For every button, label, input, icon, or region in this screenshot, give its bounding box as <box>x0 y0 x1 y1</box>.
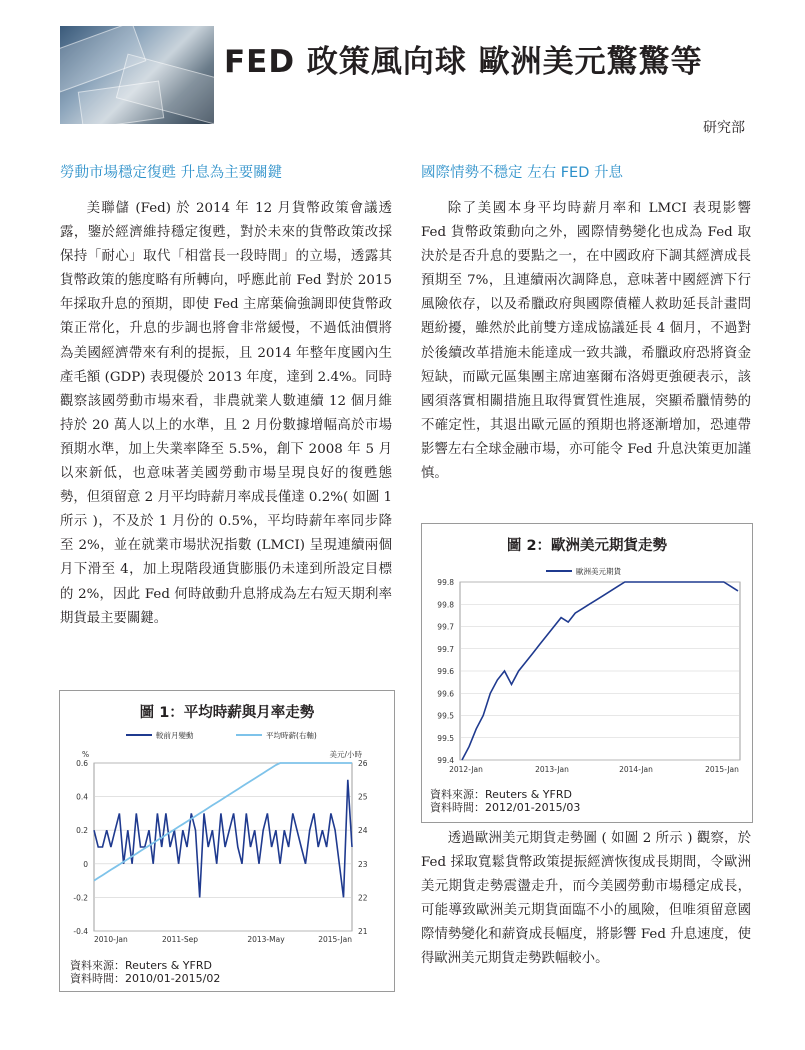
chart-1-ytick-left: 0.6 <box>76 759 88 768</box>
left-paragraph: 美聯儲 (Fed) 於 2014 年 12 月貨幣政策會議透露，鑒於經濟維持穩定復甦，對於未來的貨幣政策改採保持「耐心」取代「相當長一段時間」的立場，透露其貨幣政策的態度略有所轉向，呼應此前 Fed 對於 2015 年採取升息的預期，即使 Fed 主席葉倫強調即使貨幣政策正常化，升息的步調也將會非常緩慢，不過低油價將為美國經濟帶來有利的提振，且 2014 年整年度國內生產毛額 (GDP) 表現優於 2013 年度，達到 2.4%。同時觀察該國勞動市場來看，非農就業人數連續 12 個月維持於 20 萬人以上的水準，且 2 月份數據增幅高於市場預期水準，加上失業率降至 5.5%，創下 2008 年 5 月以來新低，也意味著美國勞動市場呈現良好的復甦態勢，但須留意 2 月平均時薪月率成長僅達 0.2%( 如圖 1 所示 )，不及於 1 月份的 0.5%，平均時薪年率同步降至 2%，並在就業市場狀況指數 (LMCI) 呈現連續兩個月下滑至 4，加上現階段通貨膨脹仍未達到所設定目標的 2%，因此 Fed 何時啟動升息將成為左右短天期利率期貨最主要關鍵。 <box>60 201 392 626</box>
header-banknote-image <box>60 26 214 124</box>
figure-1-chart <box>60 725 394 963</box>
chart-1-ytick-right: 23 <box>358 859 368 869</box>
figure-2-time: 資料時間：2012/01-2015/03 <box>430 801 581 814</box>
figure-1-time: 資料時間：2010/01-2015/02 <box>70 972 221 985</box>
chart-1-ytick-left: 0.2 <box>76 826 88 836</box>
page-title: FED 政策風向球 歐洲美元驚驚等 <box>224 44 703 80</box>
chart-1-series-1 <box>94 780 352 898</box>
chart-1-ytick-left: -0.2 <box>73 893 88 903</box>
chart-1-xtick: 2010-Jan <box>94 935 128 944</box>
chart-1-ytick-right: 22 <box>358 893 368 903</box>
chart-1-legend-label: 較前月變動 <box>156 731 194 740</box>
right-paragraph-2: 透過歐洲美元期貨走勢圖 ( 如圖 2 所示 ) 觀察，於 Fed 採取寬鬆貨幣政策提振經濟恢復成長期間，令歐洲美元期貨走勢震盪走升，而今美國勞動市場穩定成長，可能導致歐洲美元期貨面臨不小的風險，但唯須留意國際情勢變化和薪資成長幅度，將影響 Fed 升息速度，使得歐洲美元期貨走勢跌幅較小。 <box>421 831 751 967</box>
chart-2-ytick: 99.5 <box>437 711 454 721</box>
chart-2-ytick: 99.4 <box>437 756 454 765</box>
figure-2-title: 圖 2：歐洲美元期貨走勢 <box>506 538 668 554</box>
chart-2-ytick: 99.5 <box>437 733 454 743</box>
chart-2-ytick: 99.7 <box>437 622 454 632</box>
author-label: 研究部 <box>703 120 745 136</box>
chart-2-ytick: 99.8 <box>437 600 454 610</box>
chart-1-ytick-right: 26 <box>358 759 368 768</box>
chart-2-xtick: 2013-Jan <box>535 765 569 774</box>
chart-1-ytick-left: 0 <box>83 859 88 869</box>
chart-1-ytick-right: 21 <box>358 927 368 936</box>
right-section-heading: 國際情勢不穩定 左右 FED 升息 <box>421 165 623 181</box>
chart-1-ytick-right: 24 <box>358 826 368 836</box>
chart-1-ytick-left: 0.4 <box>76 792 88 802</box>
figure-2-source: 資料來源：Reuters & YFRD <box>430 788 572 801</box>
chart-1-xtick: 2011-Sep <box>162 935 198 944</box>
chart-1-right-unit: 美元/小時 <box>329 750 362 759</box>
chart-2-ytick: 99.6 <box>437 689 454 699</box>
chart-1-legend-label: 平均時薪(右軸) <box>266 731 317 740</box>
chart-1-ytick-left: -0.4 <box>73 927 88 936</box>
chart-2-ytick: 99.6 <box>437 667 454 676</box>
chart-2-xtick: 2014-Jan <box>619 765 653 774</box>
chart-2-xtick: 2012-Jan <box>449 765 483 774</box>
chart-2-ytick: 99.7 <box>437 644 454 654</box>
right-paragraph-1: 除了美國本身平均時薪月率和 LMCI 表現影響 Fed 貨幣政策動向之外，國際情勢變化也成為 Fed 取決於是否升息的要點之一，在中國政府下調其經濟成長預期至 7%，且連續兩次調降息，意味著中國經濟下行風險依存，以及希臘政府與國際債權人救助延長計畫問題紛擾，雖然於此前雙方達成協議延長 4 個月，不過對於後續改革措施未能達成一致共識，希臘政府恐將資金短缺，而歐元區集團主席迪塞爾布洛姆更強硬表示，該國須落實相關措施且取得實質性進展，突顯希臘情勢的不確定性，其退出歐元區的預期也將逐漸增加，恐連帶影響左右全球金融市場，亦可能令 Fed 升息決策更加謹慎。 <box>421 201 751 482</box>
chart-2-legend-label: 歐洲美元期貨 <box>576 567 621 576</box>
chart-1-xtick: 2013-May <box>247 935 285 944</box>
figure-1-title: 圖 1：平均時薪與月率走勢 <box>139 705 315 721</box>
left-section-heading: 勞動市場穩定復甦 升息為主要關鍵 <box>60 165 283 181</box>
chart-2-xtick: 2015-Jan <box>705 765 739 774</box>
chart-1-ytick-right: 25 <box>358 792 368 802</box>
figure-2 <box>421 523 753 823</box>
figure-2-chart <box>422 560 752 794</box>
chart-2-ytick: 99.8 <box>437 578 454 587</box>
chart-1-left-unit: % <box>82 750 90 759</box>
figure-1-source: 資料來源：Reuters & YFRD <box>70 959 212 972</box>
chart-1-xtick: 2015-Jan <box>318 935 352 944</box>
figure-1 <box>59 690 395 992</box>
